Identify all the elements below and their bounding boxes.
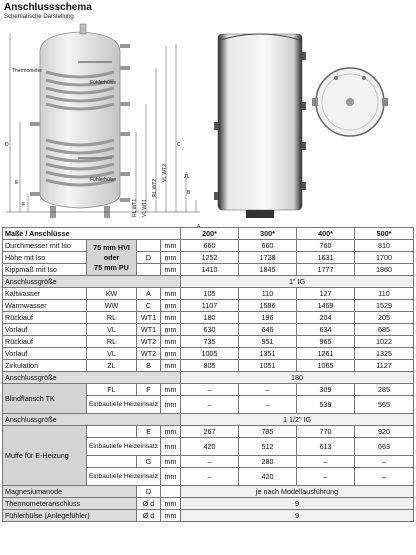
cell-value: 512 <box>239 438 297 456</box>
model-header: 300* <box>239 228 297 240</box>
cell-value: 110 <box>239 288 297 300</box>
table-row <box>3 324 414 336</box>
table-row <box>3 486 414 498</box>
row-code: WT2 <box>137 336 161 348</box>
iso-line: oder <box>103 252 120 262</box>
cell-value: – <box>297 468 355 486</box>
dim-label-vl-wt2: VL WT2 <box>162 164 168 182</box>
row-unit: mm <box>161 312 181 324</box>
row-label: Vorlauf <box>3 348 87 360</box>
section-label: Anschlussgröße <box>3 414 181 426</box>
row-label: Warmwasser <box>3 300 87 312</box>
cell-value: 805 <box>181 360 239 372</box>
cell-value: 420 <box>239 468 297 486</box>
table-row <box>3 264 414 276</box>
dim-label-d: D <box>5 142 9 148</box>
cell-value: – <box>181 456 239 468</box>
row-label: Fühlerhülse (Anlegefühler) <box>3 510 137 522</box>
table-row <box>3 384 414 396</box>
cell-value: 280 <box>239 456 297 468</box>
cell-value: 1325 <box>355 348 414 360</box>
row-code: B <box>137 360 161 372</box>
cell-value: 1252 <box>181 252 239 264</box>
table-row <box>3 498 414 510</box>
section-value: 1 1/2" IG <box>181 414 414 426</box>
cell-value: 770 <box>297 426 355 438</box>
row-unit: mm <box>161 240 181 252</box>
fuehlerhuelse-bottom-label: Fühlerhülse <box>90 177 117 183</box>
cell-value: 204 <box>297 312 355 324</box>
cell-value: – <box>297 456 355 468</box>
row-sub: Einbautiefe Heizeinsatz <box>87 468 161 486</box>
row-label: Rücklauf <box>3 312 87 324</box>
row-label: Durchmesser mit Iso <box>3 240 87 252</box>
section-label: Anschlussgröße <box>3 372 181 384</box>
cell-value: 1410 <box>181 264 239 276</box>
table-row <box>3 288 414 300</box>
cell-value: 1065 <box>297 360 355 372</box>
cell-value: 1845 <box>239 264 297 276</box>
cell-value: 1777 <box>297 264 355 276</box>
cell-value: 1860 <box>355 264 414 276</box>
row-unit: mm <box>161 468 181 486</box>
row-code: C <box>137 300 161 312</box>
cell-value: 9 <box>181 498 414 510</box>
row-label: Kaltwasser <box>3 288 87 300</box>
cell-value: – <box>355 468 414 486</box>
row-sub: Einbautiefe Heizeinsatz <box>87 438 161 456</box>
table-header-label: Maße / Anschlüsse <box>3 228 181 240</box>
dim-label-b: B <box>187 190 191 196</box>
cell-value: 180 <box>181 312 239 324</box>
section-value: 180 <box>181 372 414 384</box>
page-title: Anschlussschema <box>4 2 92 13</box>
fuehlerhuelse-top-label: Fühlerhülse <box>90 80 117 86</box>
row-abbr: RL <box>87 336 137 348</box>
row-label: Thermometeranschluss <box>3 498 137 510</box>
row-code: WT1 <box>137 312 161 324</box>
spec-table <box>2 227 414 522</box>
cell-value: 1728 <box>239 252 297 264</box>
row-label: Vorlauf <box>3 324 87 336</box>
cell-value: 660 <box>181 240 239 252</box>
row-label: Kippmaß mit Iso <box>3 264 87 276</box>
cell-value: 646 <box>239 324 297 336</box>
cell-value: 810 <box>355 240 414 252</box>
section-label: Anschlussgröße <box>3 276 181 288</box>
table-row <box>3 240 414 252</box>
dim-label-e: E <box>15 180 19 186</box>
row-unit: mm <box>161 252 181 264</box>
table-row <box>3 510 414 522</box>
cell-value: 1107 <box>181 300 239 312</box>
thermometer-label: Thermometer <box>12 68 43 74</box>
row-unit: mm <box>161 498 181 510</box>
dim-label-rl-wt2: RL WT2 <box>152 178 158 197</box>
section-value: 1" IG <box>181 276 414 288</box>
cell-value: 110 <box>355 288 414 300</box>
row-code <box>137 240 161 252</box>
iso-line: 75 mm HVI <box>93 242 130 252</box>
cell-value: 735 <box>181 336 239 348</box>
cell-value: 1005 <box>181 348 239 360</box>
row-code: WT2 <box>137 348 161 360</box>
cell-value: 951 <box>239 336 297 348</box>
tank-cutaway <box>30 24 130 218</box>
cell-value: 1586 <box>239 300 297 312</box>
row-code: Ø d <box>137 498 161 510</box>
technical-drawing <box>0 22 416 230</box>
tank-top-view <box>312 68 388 136</box>
row-label: Höhe mit Iso <box>3 252 87 264</box>
cell-value: 1469 <box>297 300 355 312</box>
cell-value: 660 <box>239 240 297 252</box>
row-code: D <box>137 252 161 264</box>
row-abbr: VL <box>87 324 137 336</box>
row-abbr: VL <box>87 348 137 360</box>
group-label: Blindflansch TK <box>3 384 87 414</box>
row-abbr: FL <box>87 384 137 396</box>
cell-value: 1631 <box>297 252 355 264</box>
cell-value: 1261 <box>297 348 355 360</box>
row-code: D <box>137 486 161 498</box>
row-abbr: WW <box>87 300 137 312</box>
cell-value: 1700 <box>355 252 414 264</box>
row-code: Ø d <box>137 510 161 522</box>
cell-value: 920 <box>355 426 414 438</box>
table-row <box>3 336 414 348</box>
cell-value: 630 <box>181 324 239 336</box>
cell-value: 785 <box>239 426 297 438</box>
row-abbr: KW <box>87 288 137 300</box>
row-unit: mm <box>161 348 181 360</box>
row-label: Magnesiumanode <box>3 486 137 498</box>
dim-label-zl: ZL <box>184 174 190 180</box>
cell-value: 565 <box>355 396 414 414</box>
cell-value: 127 <box>297 288 355 300</box>
tank-drawing-svg <box>0 22 416 222</box>
row-code: F <box>137 384 161 396</box>
row-code: WT1 <box>137 324 161 336</box>
cell-value: – <box>181 468 239 486</box>
table-row <box>3 348 414 360</box>
table-row <box>3 360 414 372</box>
cell-value: 1127 <box>355 360 414 372</box>
cell-value: 539 <box>297 396 355 414</box>
cell-value: 420 <box>181 438 239 456</box>
row-sub: Einbautiefe Heizeinsatz <box>87 396 161 414</box>
table-row <box>3 252 414 264</box>
table-header-row <box>3 228 414 240</box>
row-unit: mm <box>161 396 181 414</box>
row-unit: mm <box>161 510 181 522</box>
row-unit: mm <box>161 300 181 312</box>
cell-value: 634 <box>297 324 355 336</box>
page-subtitle: Schematische Darstellung <box>4 14 74 20</box>
cell-value: 196 <box>239 312 297 324</box>
iso-group <box>87 240 137 276</box>
table-row <box>3 300 414 312</box>
model-header: 400* <box>297 228 355 240</box>
cell-value: 205 <box>355 312 414 324</box>
cell-value: 1051 <box>239 360 297 372</box>
row-unit: mm <box>161 288 181 300</box>
row-unit: mm <box>161 456 181 468</box>
table-row <box>3 312 414 324</box>
iso-line: 75 mm PU <box>94 262 129 272</box>
cell-value: 267 <box>181 426 239 438</box>
row-unit: mm <box>161 384 181 396</box>
row-unit: mm <box>161 336 181 348</box>
cell-value: 1351 <box>239 348 297 360</box>
row-code: G <box>137 456 161 468</box>
cell-value: 613 <box>297 438 355 456</box>
section-row <box>3 414 414 426</box>
row-unit: mm <box>161 426 181 438</box>
section-row <box>3 276 414 288</box>
row-unit: mm <box>161 438 181 456</box>
cell-value: 1022 <box>355 336 414 348</box>
cell-value: – <box>181 384 239 396</box>
row-unit: mm <box>161 324 181 336</box>
model-header: 500* <box>355 228 414 240</box>
cell-value: 9 <box>181 510 414 522</box>
table-row <box>3 426 414 438</box>
cell-value: 309 <box>297 384 355 396</box>
cell-value: – <box>239 396 297 414</box>
cell-value: 965 <box>297 336 355 348</box>
model-header: 200* <box>181 228 239 240</box>
dim-label-a: A <box>197 224 201 230</box>
dim-label-rl-wt1: RL WT1 <box>132 198 138 217</box>
row-label: Zirkulation <box>3 360 87 372</box>
cell-value: – <box>239 384 297 396</box>
cell-value: 105 <box>181 288 239 300</box>
section-row <box>3 372 414 384</box>
dim-label-f: F <box>22 202 26 208</box>
cell-value: 1529 <box>355 300 414 312</box>
cell-value: 663 <box>355 438 414 456</box>
row-code: A <box>137 288 161 300</box>
cell-value: – <box>181 396 239 414</box>
group-label: Muffe für E-Heizung <box>3 426 87 486</box>
row-unit: mm <box>161 264 181 276</box>
row-unit: mm <box>161 360 181 372</box>
row-code: E <box>137 426 161 438</box>
row-code <box>137 264 161 276</box>
row-label: Rücklauf <box>3 336 87 348</box>
dim-label-c: C <box>177 142 181 148</box>
cell-value: 760 <box>297 240 355 252</box>
cell-value: 685 <box>355 324 414 336</box>
row-abbr: ZL <box>87 360 137 372</box>
tank-side-view <box>214 34 306 218</box>
cell-value: – <box>355 456 414 468</box>
row-abbr: RL <box>87 312 137 324</box>
cell-value: 285 <box>355 384 414 396</box>
cell-value: je nach Modellausführung <box>181 486 414 498</box>
dim-label-vl-wt1: VL WT1 <box>142 199 148 217</box>
